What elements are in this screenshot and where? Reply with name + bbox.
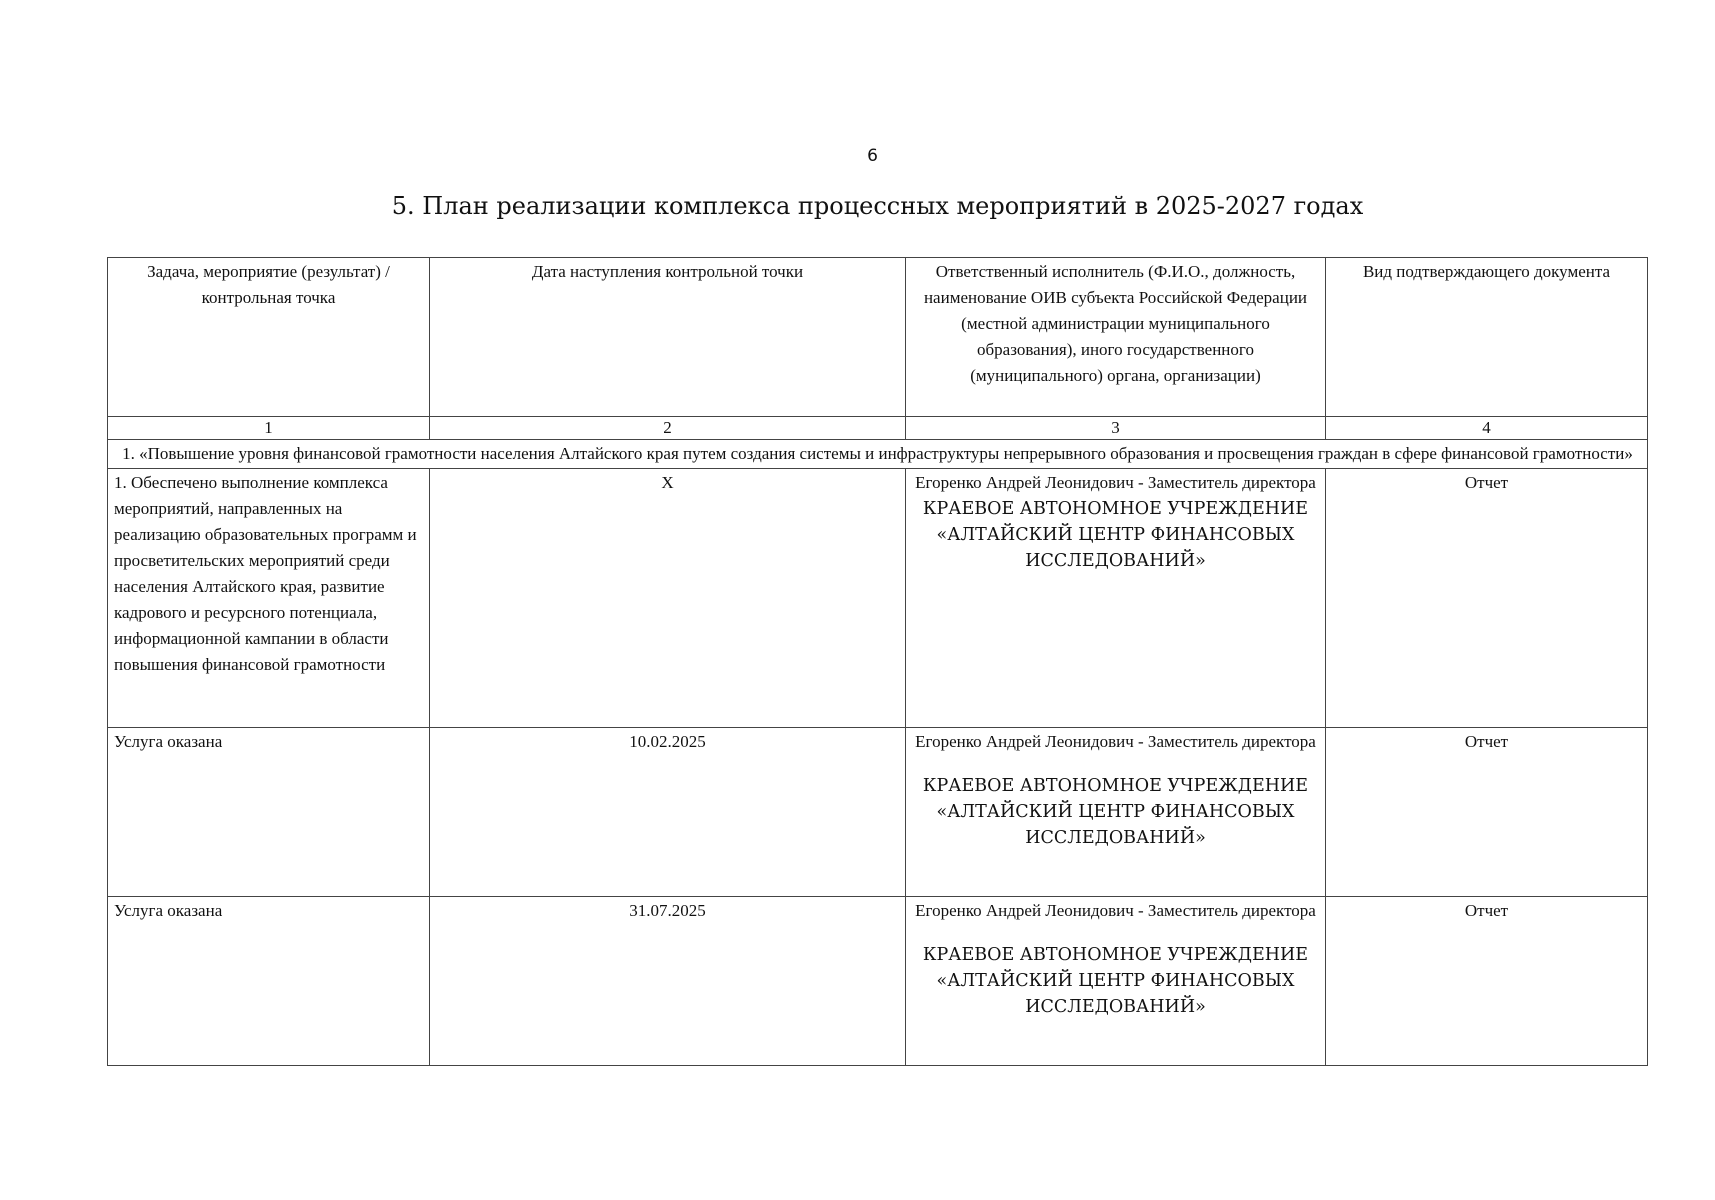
row-responsible: [906, 469, 1326, 728]
column-number: 2: [430, 417, 906, 440]
column-number-row: [108, 417, 1648, 440]
column-number: 3: [906, 417, 1326, 440]
responsible-organization: КРАЕВОЕ АВТОНОМНОЕ УЧРЕЖДЕНИЕ «АЛТАЙСКИЙ ЦЕНТР ФИНАНСОВЫХ ИССЛЕДОВАНИЙ»: [922, 499, 1309, 571]
table-row: [108, 728, 1648, 897]
row-name: Услуга оказана: [108, 897, 430, 1066]
responsible-person: Егоренко Андрей Леонидович - Заместитель директора: [915, 732, 1316, 751]
row-name: Услуга оказана: [108, 728, 430, 897]
row-date: X: [430, 469, 906, 728]
plan-table: [107, 257, 1648, 1066]
responsible-organization: КРАЕВОЕ АВТОНОМНОЕ УЧРЕЖДЕНИЕ «АЛТАЙСКИЙ ЦЕНТР ФИНАНСОВЫХ ИССЛЕДОВАНИЙ»: [922, 945, 1309, 1017]
task-title: 1. «Повышение уровня финансовой грамотности населения Алтайского края путем создания системы и инфраструктуры непрерывного образования и просвещения граждан в сфере финансовой грамотности»: [108, 440, 1648, 469]
row-document: Отчет: [1326, 728, 1648, 897]
table-row: [108, 469, 1648, 728]
task-row: [108, 440, 1648, 469]
page-title: 5. План реализации комплекса процессных мероприятий в 2025-2027 годах: [391, 192, 1364, 220]
table-header-row: [108, 258, 1648, 417]
column-number: 1: [108, 417, 430, 440]
row-document: Отчет: [1326, 469, 1648, 728]
row-date: 10.02.2025: [430, 728, 906, 897]
row-document: Отчет: [1326, 897, 1648, 1066]
responsible-person: Егоренко Андрей Леонидович - Заместитель директора: [915, 473, 1316, 492]
header-date: Дата наступления контрольной точки: [430, 258, 906, 417]
responsible-organization: КРАЕВОЕ АВТОНОМНОЕ УЧРЕЖДЕНИЕ «АЛТАЙСКИЙ ЦЕНТР ФИНАНСОВЫХ ИССЛЕДОВАНИЙ»: [922, 776, 1309, 848]
responsible-person: Егоренко Андрей Леонидович - Заместитель директора: [915, 901, 1316, 920]
row-responsible: [906, 897, 1326, 1066]
row-name: 1. Обеспечено выполнение комплекса мероприятий, направленных на реализацию образовательных программ и просветительских мероприятий среди населения Алтайского края, развитие кадрового и ресурсного потенциала, информационной кампании в области повышения финансовой грамотности: [108, 469, 430, 728]
column-number: 4: [1326, 417, 1648, 440]
header-document: Вид подтверждающего документа: [1326, 258, 1648, 417]
page-number: 6: [867, 146, 878, 166]
row-responsible: [906, 728, 1326, 897]
row-date: 31.07.2025: [430, 897, 906, 1066]
header-task: Задача, мероприятие (результат) / контрольная точка: [108, 258, 430, 417]
table-row: [108, 897, 1648, 1066]
header-responsible: Ответственный исполнитель (Ф.И.О., должность, наименование ОИВ субъекта Российской Федерации (местной администрации муниципального образования), иного государственного (муниципального) органа, организации): [906, 258, 1326, 417]
